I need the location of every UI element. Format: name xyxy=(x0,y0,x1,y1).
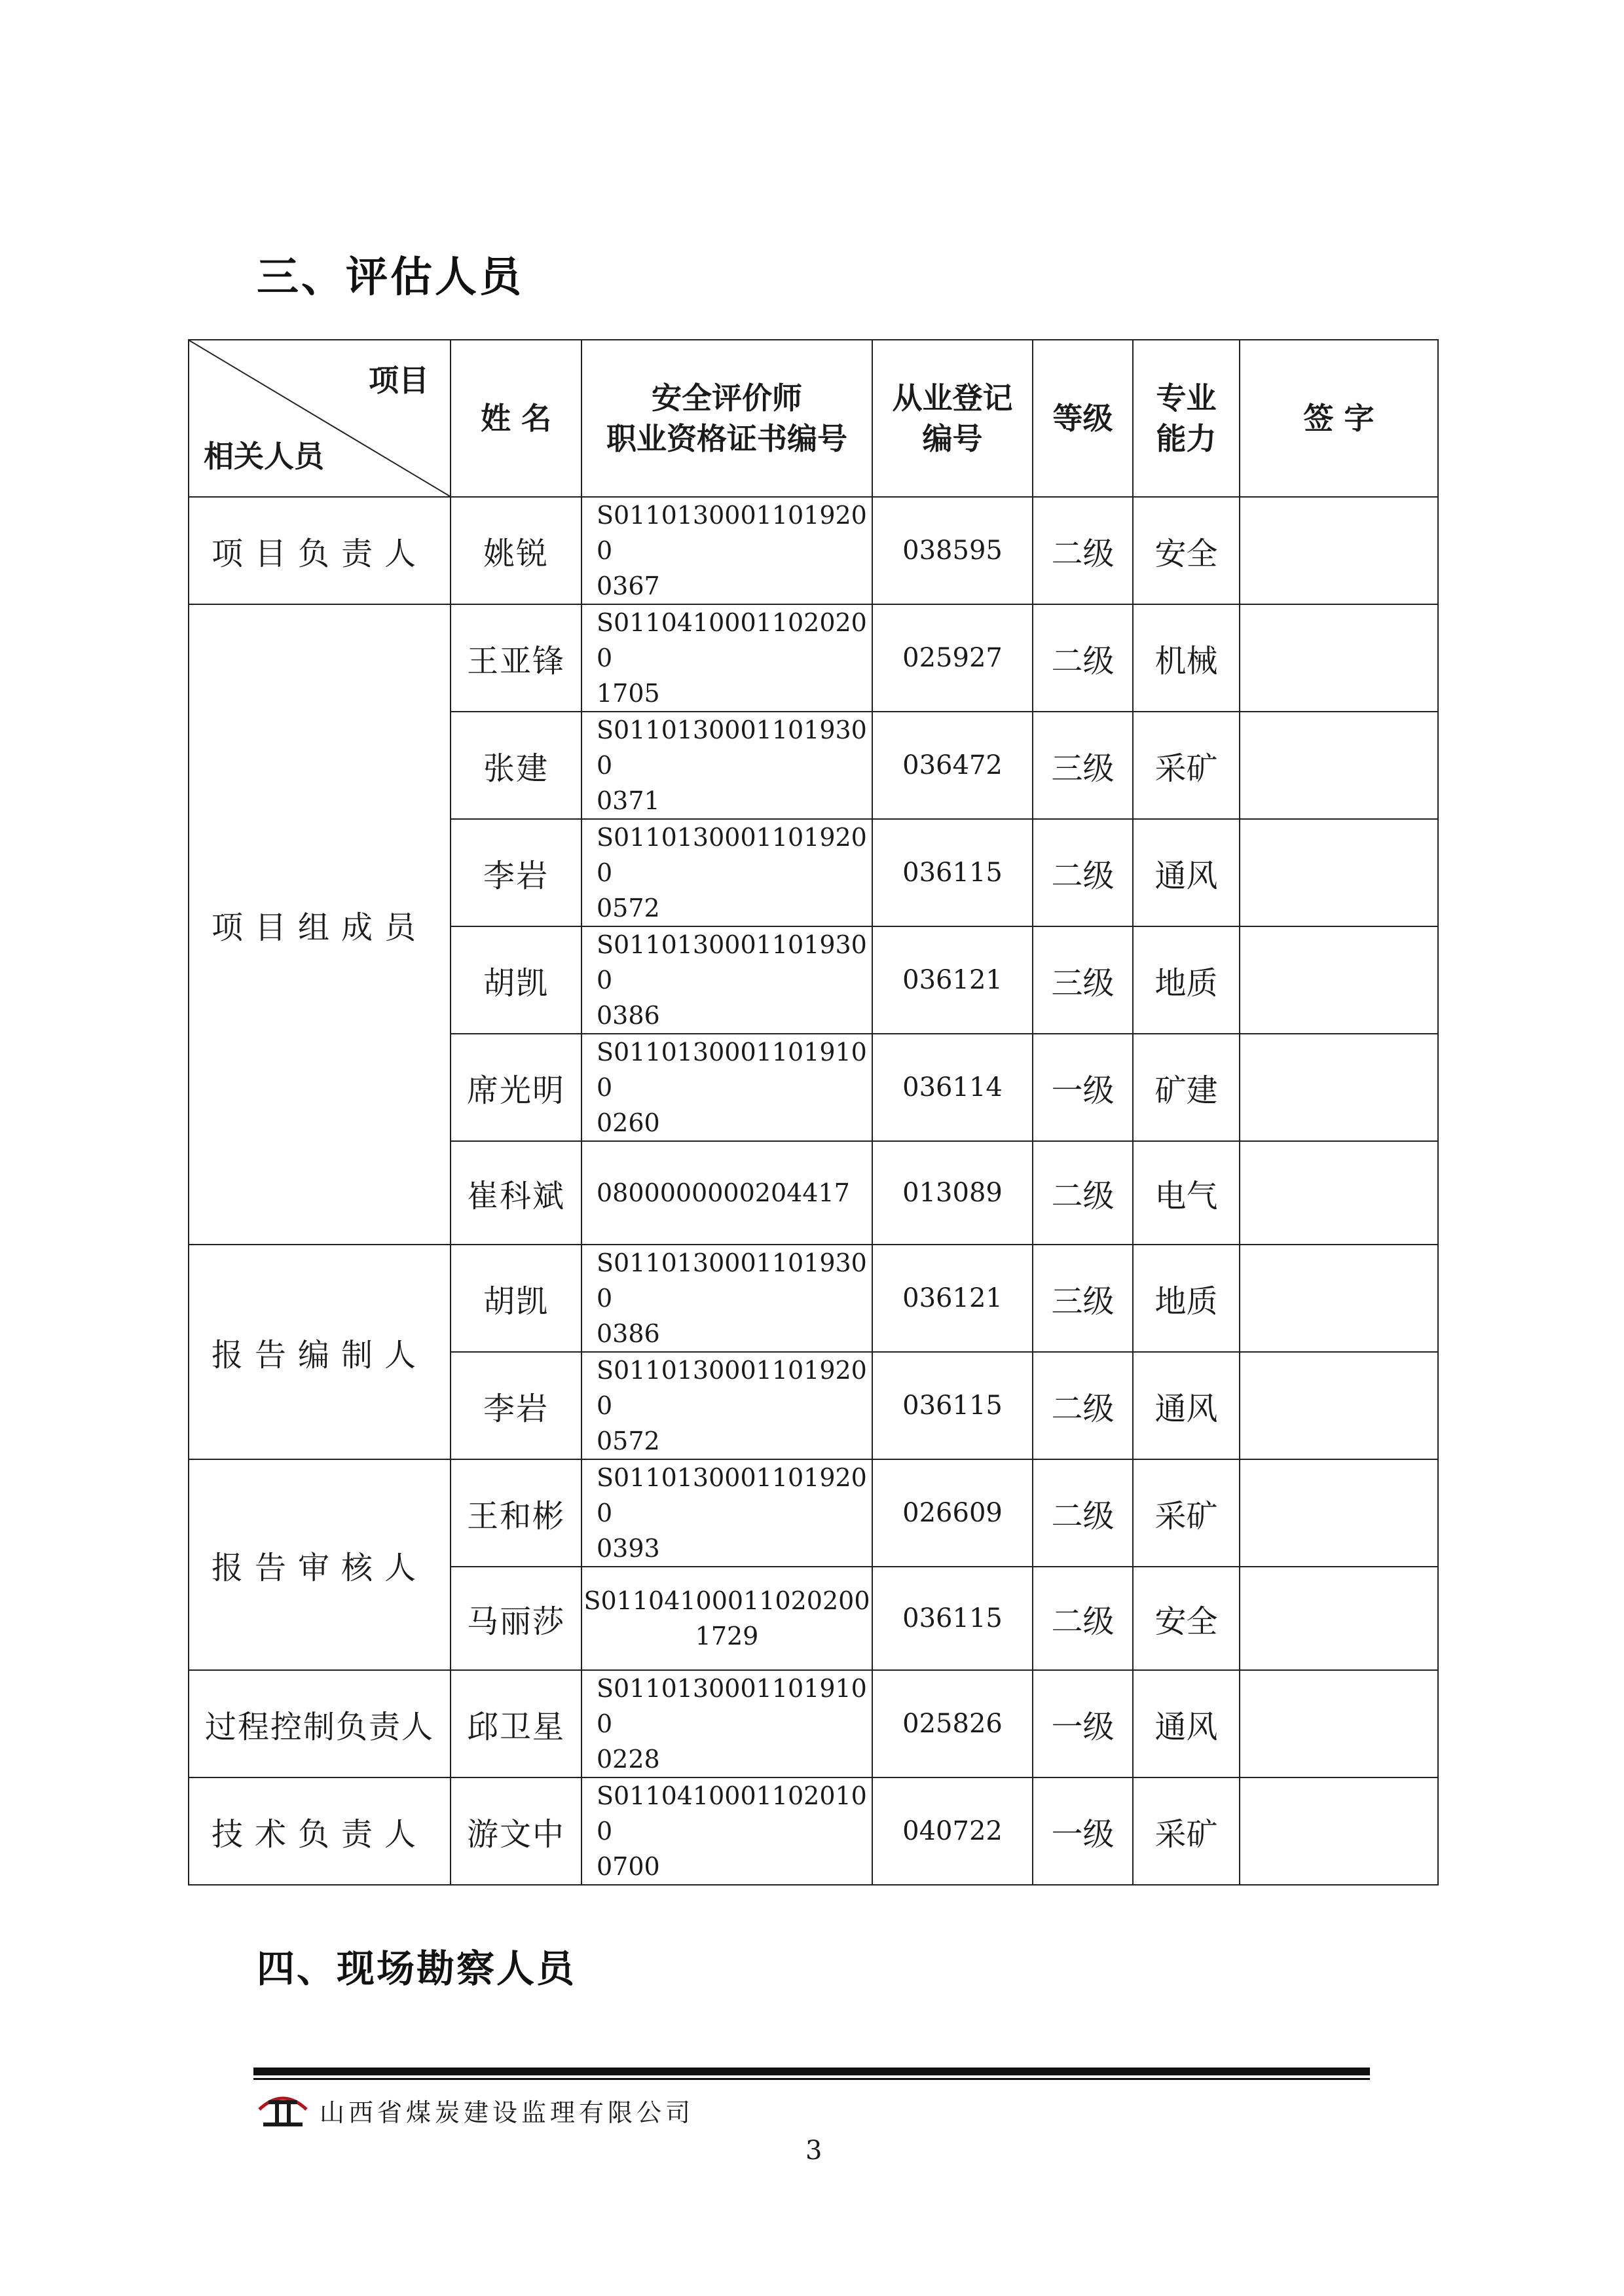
reg-cell: 038595 xyxy=(872,497,1033,604)
spec-cell: 采矿 xyxy=(1133,712,1240,819)
reg-cell: 036115 xyxy=(872,1567,1033,1670)
sign-cell xyxy=(1240,1352,1438,1459)
header-spec-line2: 能力 xyxy=(1156,421,1217,456)
name-cell: 胡凯 xyxy=(451,1245,581,1352)
sign-cell xyxy=(1240,1034,1438,1141)
cert-cell xyxy=(581,1567,872,1670)
reg-cell: 013089 xyxy=(872,1141,1033,1245)
cert-line1: S01104100011020200 xyxy=(583,1586,870,1615)
assessors-table xyxy=(188,339,1439,1886)
spec-cell: 通风 xyxy=(1133,1670,1240,1777)
reg-cell: 026609 xyxy=(872,1459,1033,1567)
name-cell: 马丽莎 xyxy=(451,1567,581,1670)
assessors-table-body xyxy=(189,340,1438,1885)
role-cell: 报告编制人 xyxy=(189,1245,451,1459)
name-cell: 姚锐 xyxy=(451,497,581,604)
name-cell: 李岩 xyxy=(451,819,581,926)
cert-cell xyxy=(581,1777,872,1885)
level-cell: 二级 xyxy=(1033,604,1133,712)
cert-line2: 0228 xyxy=(597,1745,660,1774)
table-row xyxy=(189,1670,1438,1777)
header-cert-line2: 职业资格证书编号 xyxy=(606,421,847,456)
role-cell: 项目负责人 xyxy=(189,497,451,604)
level-cell: 一级 xyxy=(1033,1777,1133,1885)
table-row xyxy=(189,1459,1438,1567)
name-cell: 邱卫星 xyxy=(451,1670,581,1777)
sign-cell xyxy=(1240,926,1438,1034)
corner-people-label: 相关人员 xyxy=(204,439,324,474)
role-cell: 技术负责人 xyxy=(189,1777,451,1885)
name-cell: 王亚锋 xyxy=(451,604,581,712)
sign-cell xyxy=(1240,712,1438,819)
header-sign: 签 字 xyxy=(1240,340,1438,497)
name-cell: 崔科斌 xyxy=(451,1141,581,1245)
cert-line1: 0800000000204417 xyxy=(597,1178,850,1207)
cert-line2: 0572 xyxy=(597,894,660,922)
cert-line2: 0371 xyxy=(597,786,660,815)
reg-cell: 040722 xyxy=(872,1777,1033,1885)
footer-rule-thin xyxy=(253,2078,1370,2080)
cert-cell xyxy=(581,1670,872,1777)
level-cell: 三级 xyxy=(1033,1245,1133,1352)
header-reg-line1: 从业登记 xyxy=(892,380,1013,416)
table-row xyxy=(189,604,1438,712)
spec-cell: 地质 xyxy=(1133,926,1240,1034)
sign-cell xyxy=(1240,497,1438,604)
reg-cell: 036115 xyxy=(872,1352,1033,1459)
header-spec xyxy=(1133,340,1240,497)
cert-line2: 1729 xyxy=(695,1622,759,1650)
table-row xyxy=(189,497,1438,604)
header-reg xyxy=(872,340,1033,497)
cert-line2: 0386 xyxy=(597,1319,660,1348)
level-cell: 二级 xyxy=(1033,1459,1133,1567)
spec-cell: 采矿 xyxy=(1133,1459,1240,1567)
header-spec-line1: 专业 xyxy=(1156,380,1217,416)
level-cell: 二级 xyxy=(1033,819,1133,926)
sign-cell xyxy=(1240,1459,1438,1567)
cert-cell xyxy=(581,926,872,1034)
cert-line1: S01101300011019200 xyxy=(597,1356,867,1420)
reg-cell: 025927 xyxy=(872,604,1033,712)
header-reg-line2: 编号 xyxy=(922,421,983,456)
footer-company-name: 山西省煤炭建设监理有限公司 xyxy=(320,2098,695,2127)
cert-line1: S01104100011020200 xyxy=(597,608,867,672)
cert-cell xyxy=(581,819,872,926)
cert-cell xyxy=(581,712,872,819)
sign-cell xyxy=(1240,819,1438,926)
level-cell: 三级 xyxy=(1033,926,1133,1034)
header-level: 等级 xyxy=(1033,340,1133,497)
section-heading-assessors: 三、评估人员 xyxy=(257,253,524,302)
cert-cell xyxy=(581,1034,872,1141)
table-row xyxy=(189,1245,1438,1352)
level-cell: 二级 xyxy=(1033,1141,1133,1245)
cert-line1: S01101300011019300 xyxy=(597,1248,867,1313)
header-cert-line1: 安全评价师 xyxy=(652,380,802,416)
cert-cell xyxy=(581,1245,872,1352)
spec-cell: 安全 xyxy=(1133,1567,1240,1670)
cert-line1: S01104100011020100 xyxy=(597,1781,867,1846)
cert-cell xyxy=(581,1352,872,1459)
role-cell: 过程控制负责人 xyxy=(189,1670,451,1777)
level-cell: 一级 xyxy=(1033,1034,1133,1141)
reg-cell: 036114 xyxy=(872,1034,1033,1141)
name-cell: 王和彬 xyxy=(451,1459,581,1567)
level-cell: 二级 xyxy=(1033,1567,1133,1670)
cert-line1: S01101300011019100 xyxy=(597,1674,867,1738)
cert-line2: 0260 xyxy=(597,1108,660,1137)
reg-cell: 036121 xyxy=(872,926,1033,1034)
reg-cell: 025826 xyxy=(872,1670,1033,1777)
cert-line1: S01101300011019200 xyxy=(597,823,867,887)
cert-line2: 0572 xyxy=(597,1427,660,1455)
section-heading-site-survey: 四、现场勘察人员 xyxy=(257,1946,577,1991)
name-cell: 张建 xyxy=(451,712,581,819)
level-cell: 二级 xyxy=(1033,1352,1133,1459)
cert-cell xyxy=(581,1141,872,1245)
page-number: 3 xyxy=(805,2136,822,2166)
name-cell: 胡凯 xyxy=(451,926,581,1034)
spec-cell: 机械 xyxy=(1133,604,1240,712)
cert-cell xyxy=(581,497,872,604)
cert-line2: 0367 xyxy=(597,572,660,600)
sign-cell xyxy=(1240,1670,1438,1777)
spec-cell: 通风 xyxy=(1133,1352,1240,1459)
reg-cell: 036472 xyxy=(872,712,1033,819)
corner-item-label: 项目 xyxy=(369,363,429,398)
sign-cell xyxy=(1240,1777,1438,1885)
table-header-row xyxy=(189,340,1438,497)
cert-line2: 0393 xyxy=(597,1534,660,1563)
cert-line2: 0386 xyxy=(597,1001,660,1030)
reg-cell: 036121 xyxy=(872,1245,1033,1352)
reg-cell: 036115 xyxy=(872,819,1033,926)
header-name: 姓 名 xyxy=(451,340,581,497)
sign-cell xyxy=(1240,1567,1438,1670)
cert-line2: 1705 xyxy=(597,679,660,708)
cert-line2: 0700 xyxy=(597,1852,660,1881)
spec-cell: 矿建 xyxy=(1133,1034,1240,1141)
cert-cell xyxy=(581,604,872,712)
role-cell: 报告审核人 xyxy=(189,1459,451,1670)
role-cell: 项目组成员 xyxy=(189,604,451,1245)
header-corner-cell xyxy=(189,340,451,497)
spec-cell: 采矿 xyxy=(1133,1777,1240,1885)
cert-line1: S01101300011019300 xyxy=(597,930,867,994)
spec-cell: 地质 xyxy=(1133,1245,1240,1352)
sign-cell xyxy=(1240,1245,1438,1352)
level-cell: 二级 xyxy=(1033,497,1133,604)
spec-cell: 安全 xyxy=(1133,497,1240,604)
company-logo-icon xyxy=(257,2083,309,2129)
level-cell: 一级 xyxy=(1033,1670,1133,1777)
cert-line1: S01101300011019300 xyxy=(597,716,867,780)
cert-cell xyxy=(581,1459,872,1567)
table-row xyxy=(189,1777,1438,1885)
sign-cell xyxy=(1240,604,1438,712)
level-cell: 三级 xyxy=(1033,712,1133,819)
cert-line1: S01101300011019200 xyxy=(597,1463,867,1527)
spec-cell: 通风 xyxy=(1133,819,1240,926)
cert-line1: S01101300011019100 xyxy=(597,1038,867,1102)
name-cell: 席光明 xyxy=(451,1034,581,1141)
cert-line1: S01101300011019200 xyxy=(597,501,867,565)
name-cell: 游文中 xyxy=(451,1777,581,1885)
header-cert xyxy=(581,340,872,497)
name-cell: 李岩 xyxy=(451,1352,581,1459)
footer-rule-thick xyxy=(253,2068,1370,2075)
sign-cell xyxy=(1240,1141,1438,1245)
spec-cell: 电气 xyxy=(1133,1141,1240,1245)
